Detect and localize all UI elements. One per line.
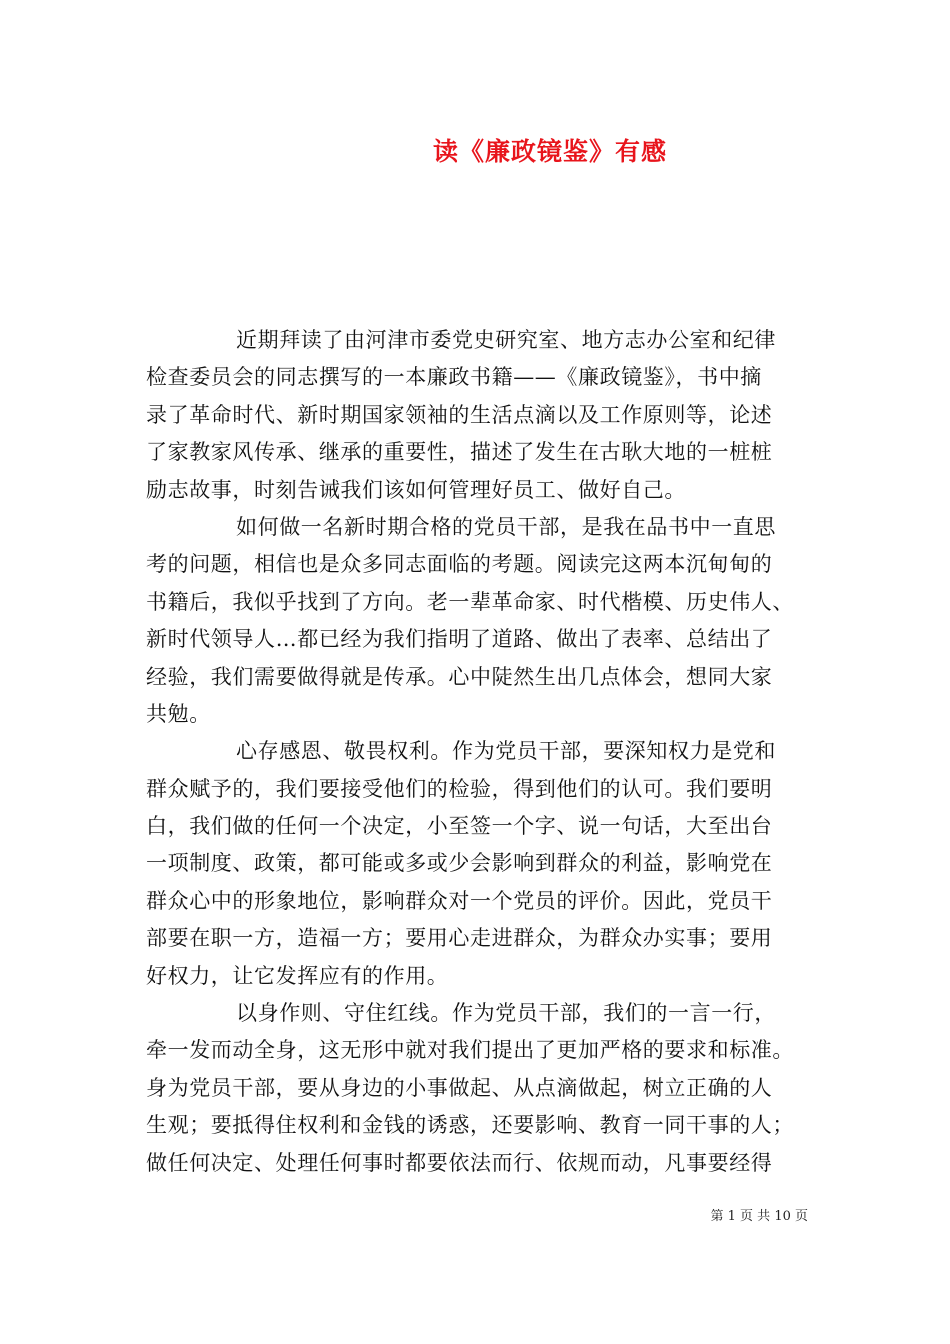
text-line: 近期拜读了由河津市委党史研究室、地方志办公室和纪律 bbox=[236, 328, 776, 352]
text-line: 共勉。 bbox=[146, 701, 211, 726]
text-line: 经验，我们需要做得就是传承。心中陡然生出几点体会，想同大家 bbox=[146, 664, 773, 689]
text-line: 考的问题，相信也是众多同志面临的考题。阅读完这两本沉甸甸的 bbox=[146, 552, 773, 577]
text-line: 了家教家风传承、继承的重要性，描述了发生在古耿大地的一桩桩 bbox=[146, 440, 773, 465]
text-line: 牵一发而动全身，这无形中就对我们提出了更加严格的要求和标准。 bbox=[146, 1038, 794, 1063]
text-line: 新时代领导人…都已经为我们指明了道路、做出了表率、总结出了 bbox=[146, 627, 773, 652]
document-body bbox=[146, 322, 822, 1182]
text-line: 以身作则、守住红线。作为党员干部，我们的一言一行， bbox=[236, 1001, 776, 1026]
text-line: 录了革命时代、新时期国家领袖的生活点滴以及工作原则等，论述 bbox=[146, 402, 773, 427]
page-number-footer: 第 1 页 共 10 页 bbox=[710, 1209, 808, 1224]
text-line: 心存感恩、敬畏权利。作为党员干部，要深知权力是党和 bbox=[236, 739, 776, 764]
text-line: 身为党员干部，要从身边的小事做起、从点滴做起，树立正确的人 bbox=[146, 1075, 773, 1100]
text-line: 励志故事，时刻告诫我们该如何管理好员工、做好自己。 bbox=[146, 477, 686, 502]
text-line: 白，我们做的任何一个决定，小至签一个字、说一句话，大至出台 bbox=[146, 814, 773, 839]
document-title: 读《廉政镜鉴》有感 bbox=[432, 137, 667, 166]
text-line: 一项制度、政策，都可能或多或少会影响到群众的利益，影响党在 bbox=[146, 851, 773, 876]
text-line: 做任何决定、处理任何事时都要依法而行、依规而动，凡事要经得 bbox=[146, 1150, 773, 1175]
text-line: 生观；要抵得住权利和金钱的诱惑，还要影响、教育一同干事的人； bbox=[146, 1113, 794, 1138]
text-line: 群众赋予的，我们要接受他们的检验，得到他们的认可。我们要明 bbox=[146, 776, 773, 801]
text-line: 书籍后，我似乎找到了方向。老一辈革命家、时代楷模、历史伟人、 bbox=[146, 589, 794, 614]
text-line: 好权力，让它发挥应有的作用。 bbox=[146, 963, 449, 988]
text-line: 检查委员会的同志撰写的一本廉政书籍——《廉政镜鉴》，书中摘 bbox=[146, 365, 762, 390]
text-line: 部要在职一方，造福一方；要用心走进群众，为群众办实事；要用 bbox=[146, 926, 773, 951]
text-line: 群众心中的形象地位，影响群众对一个党员的评价。因此，党员干 bbox=[146, 888, 773, 913]
text-line: 如何做一名新时期合格的党员干部，是我在品书中一直思 bbox=[236, 514, 776, 539]
